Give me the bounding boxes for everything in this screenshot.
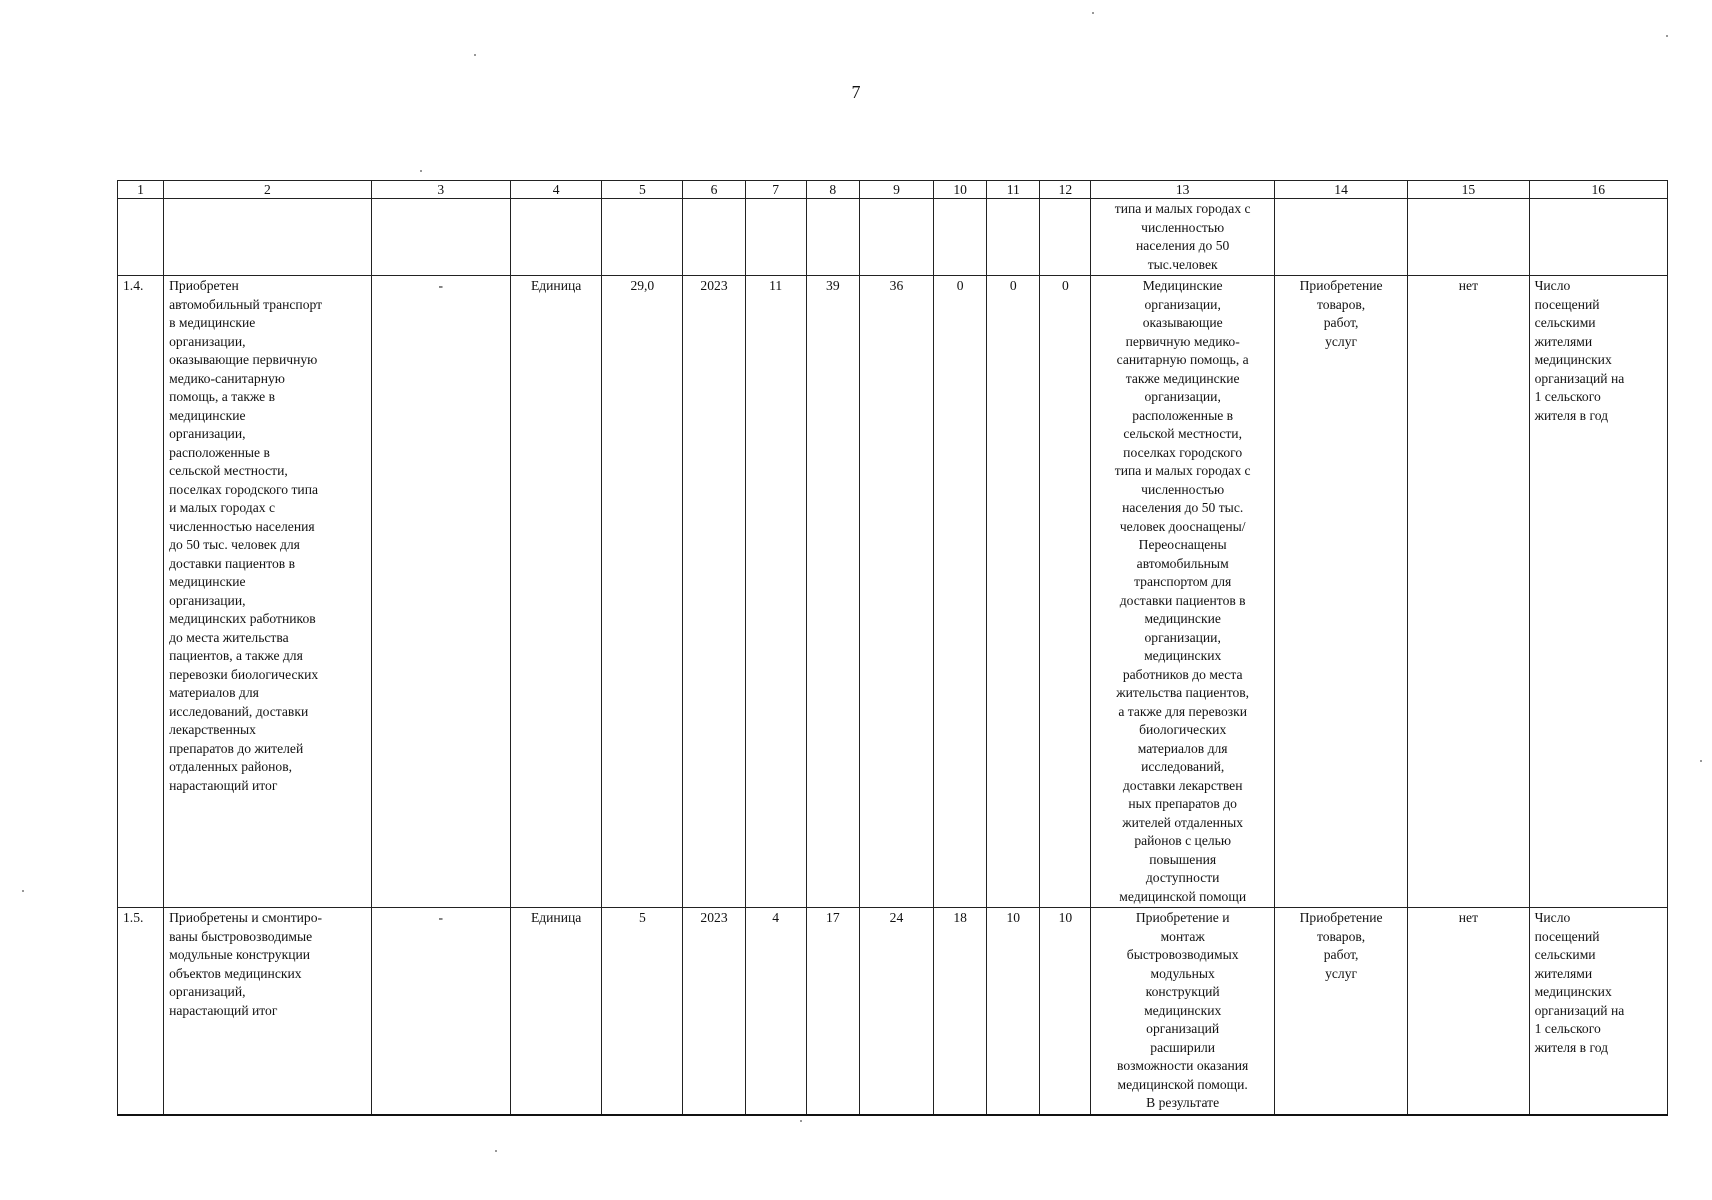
column-number-cell: 14 bbox=[1274, 181, 1407, 199]
value-cell: 36 bbox=[859, 276, 933, 908]
column-number-cell: 2 bbox=[164, 181, 372, 199]
column-number-cell: 12 bbox=[1040, 181, 1091, 199]
result-type: Приобретение товаров, работ, услуг bbox=[1274, 908, 1407, 1115]
plan-table bbox=[117, 180, 1668, 1116]
base-year-cell: 2023 bbox=[683, 908, 745, 1115]
value-cell: 24 bbox=[859, 908, 933, 1115]
value-cell: 18 bbox=[934, 908, 987, 1115]
value-cell: 0 bbox=[934, 276, 987, 908]
column-number-cell: 8 bbox=[806, 181, 859, 199]
base-year-cell: 2023 bbox=[683, 276, 745, 908]
unit-cell: Единица bbox=[511, 908, 602, 1115]
scan-speck bbox=[474, 54, 476, 56]
indicator-name: Приобретены и смонтиро- ваны быстровозводимые модульные конструкции объектов медицинских организаций, нарастающий итог bbox=[164, 908, 372, 1115]
column-number-cell: 16 bbox=[1529, 181, 1667, 199]
column-number-cell: 1 bbox=[118, 181, 164, 199]
unit-cell: Единица bbox=[511, 276, 602, 908]
column-number-row bbox=[118, 181, 1668, 199]
page-number: 7 bbox=[851, 82, 861, 102]
cell-col15: нет bbox=[1408, 908, 1529, 1115]
base-value-cell: 29,0 bbox=[602, 276, 683, 908]
related-indicator: Число посещений сельскими жителями медицинских организаций на 1 сельского жителя в год bbox=[1529, 276, 1667, 908]
scan-speck bbox=[800, 1120, 802, 1122]
cell-col15: нет bbox=[1408, 276, 1529, 908]
column-number-cell: 5 bbox=[602, 181, 683, 199]
value-cell: 4 bbox=[745, 908, 806, 1115]
column-number-cell: 13 bbox=[1091, 181, 1274, 199]
value-cell: 17 bbox=[806, 908, 859, 1115]
column-number-cell: 9 bbox=[859, 181, 933, 199]
continuation-result-cell: типа и малых городах с численностью населения до 50 тыс.человек bbox=[1091, 199, 1274, 276]
result-type: Приобретение товаров, работ, услуг bbox=[1274, 276, 1407, 908]
value-cell: 39 bbox=[806, 276, 859, 908]
value-cell: 0 bbox=[1040, 276, 1091, 908]
table-row bbox=[118, 908, 1668, 1115]
value-cell: 10 bbox=[1040, 908, 1091, 1115]
column-number-cell: 11 bbox=[987, 181, 1040, 199]
column-number-cell: 15 bbox=[1408, 181, 1529, 199]
continuation-row bbox=[118, 199, 1668, 276]
indicator-name: Приобретен автомобильный транспорт в медицинские организации, оказывающие первичную медико-санитарную помощь, а также в медицинские организации, расположенные в сельской местности, поселках городского типа и малых городах с численностью населения до 50 тыс. человек для доставки пациентов в медицинские организации, медицинских работников до места жительства пациентов, а также для перевозки биологических материалов для исследований, доставки лекарственных препаратов до жителей отдаленных районов, нарастающий итог bbox=[164, 276, 372, 908]
value-cell: 11 bbox=[745, 276, 806, 908]
column-number-cell: 10 bbox=[934, 181, 987, 199]
related-indicator: Число посещений сельскими жителями медицинских организаций на 1 сельского жителя в год bbox=[1529, 908, 1667, 1115]
base-value-cell: 5 bbox=[602, 908, 683, 1115]
column-number-cell: 7 bbox=[745, 181, 806, 199]
scan-speck bbox=[495, 1150, 497, 1152]
scan-speck bbox=[420, 170, 422, 172]
table-row bbox=[118, 276, 1668, 908]
column-number-cell: 3 bbox=[371, 181, 510, 199]
scan-speck bbox=[22, 890, 24, 892]
result-description: Медицинские организации, оказывающие первичную медико- санитарную помощь, а также медицинские организации, расположенные в сельской местности, поселках городского типа и малых городах с численностью населения до 50 тыс. человек дооснащены/ Переоснащены автомобильным транспортом для доставки пациентов в медицинские организации, медицинских работников до места жительства пациентов, а также для перевозки биологических материалов для исследований, доставки лекарствен ных препаратов до жителей отдаленных районов с целью повышения доступности медицинской помощи bbox=[1091, 276, 1274, 908]
column-number-cell: 4 bbox=[511, 181, 602, 199]
scan-speck bbox=[1092, 12, 1094, 14]
value-cell: 0 bbox=[987, 276, 1040, 908]
row-number: 1.5. bbox=[118, 908, 164, 1115]
column-number-cell: 6 bbox=[683, 181, 745, 199]
result-description: Приобретение и монтаж быстровозводимых модульных конструкций медицинских организаций расширили возможности оказания медицинской помощи. В результате bbox=[1091, 908, 1274, 1115]
value-cell: 10 bbox=[987, 908, 1040, 1115]
row-number: 1.4. bbox=[118, 276, 164, 908]
scan-speck bbox=[1666, 35, 1668, 37]
cell-col3: - bbox=[371, 276, 510, 908]
cell-col3: - bbox=[371, 908, 510, 1115]
scan-speck bbox=[1700, 760, 1702, 762]
